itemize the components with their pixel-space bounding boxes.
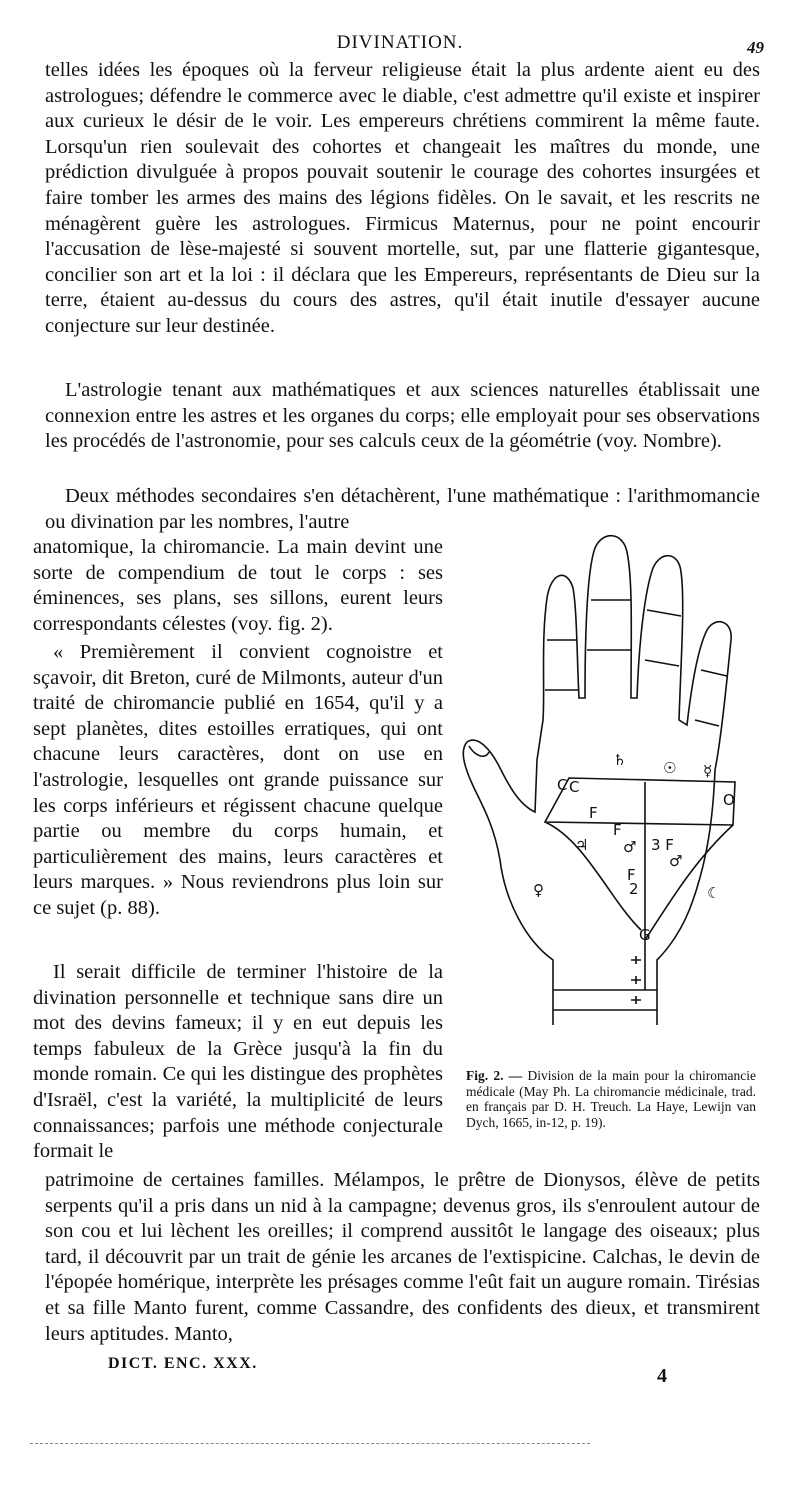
paragraph-firmicus: telles idées les époques où la ferveur religieuse était la plus ardente aient eu des astrologues; défendre le commerce avec le diable, c'est admettre qu'il existe et inspirer aux curieux le désir de le voir. Les empereurs chrétiens commirent la même faute. Lorsqu'un rien soulevait des cohortes et changeait les maîtres du monde, une prédiction divulguée à propos pouvait soutenir le courage des cohortes insurgées et faire tomber les armes des mains des légions fidèles. On le savait, et les rescrits ne ménagèrent guère les astrologues. Firmicus Maternus, pour ne point encourir l'accusation de lèse-majesté si souvent mortelle, sut, par une flatterie gigantesque, concilier son art et la loi : il déclara que les Empereurs, représentants de Dieu sur la terre, étaient au-dessus du cours des astres, qu'il était inutile d'essayer aucune conjecture sur leur destinée.: [45, 59, 760, 337]
paragraph-devins: Il serait difficile de terminer l'histoire de la divination personnelle et technique sans dire un mot des devins fameux; il y en eut depuis les temps fabuleux de la Grèce jusqu'à la fin du monde romain. Ce qui les distingue des prophètes d'Israël, c'est la variété, la multiplicité de leurs connaissances; parfois une méthode conjecturale formait le: [33, 961, 443, 1163]
letter-g: G: [639, 926, 651, 944]
page-number: 49: [747, 38, 764, 57]
running-title: DIVINATION.: [336, 32, 464, 53]
page-header: [0, 32, 800, 58]
signature-mark: DICT. ENC. XXX.: [108, 1355, 258, 1372]
palm-figure: [445, 520, 785, 1080]
letter-f-3: F: [627, 866, 636, 884]
mars-symbol: ♂: [623, 838, 637, 856]
wrist-marks: [631, 956, 641, 1004]
moon-symbol: ☾: [707, 884, 721, 902]
bottom-rule: [30, 1443, 590, 1444]
sun-symbol: ☉: [663, 759, 677, 777]
caption-lead: Fig. 2. —: [466, 1068, 523, 1083]
letter-f-1: F: [589, 804, 598, 822]
venus-symbol: ♀: [533, 881, 544, 899]
letter-3f: 3 F: [651, 836, 674, 854]
saturn-symbol: ♄: [613, 751, 627, 769]
paragraph-astrologie: L'astrologie tenant aux mathématiques et aux sciences naturelles établissait une connexion entre les astres et les organes du corps; elle employait pour ses observations les procédés de l'astronomie, pour ses calculs ceux de la géométrie (voy. Nombre).: [45, 379, 760, 453]
letter-c-1: C: [557, 776, 568, 794]
mars-mount-symbol: ♂: [669, 852, 683, 870]
finger-creases: [545, 600, 727, 726]
caption-text: Division de la main pour la chiromancie médicale (May Ph. La chiromancie médicinale, trad. en français par D. H. Treuch. La Haye, Lewijn van Dych, 1665, in-12, p. 19).: [466, 1068, 757, 1130]
paragraph-chiromancie: anatomique, la chiromancie. La main devint une sorte de compendium de tout le corps : ses éminences, ses plans, ses sillons, eurent leurs correspondants célestes (voy. fig. 2).: [33, 536, 443, 635]
jupiter-symbol: ♃: [575, 836, 589, 854]
letter-2: 2: [629, 880, 639, 898]
letter-o: O: [723, 791, 735, 809]
paragraph-melampos: patrimoine de certaines familles. Mélampos, le prêtre de Dionysos, élève de petits serpents qu'il a pris dans un nid à la campagne; devenus gros, ils s'enroulent autour de son cou et lui lèchent les oreilles; il comprend aussitôt le langage des oiseaux; plus tard, il découvrit par un trait de génie les arcanes de l'extispicine. Calchas, le devin de l'épopée homérique, interprète les présages comme l'eût fait un augure romain. Tirésias et sa fille Manto furent, comme Cassandre, des confidents des dieux, et transmirent leurs aptitudes. Manto,: [45, 1169, 760, 1345]
hand-illustration: [445, 520, 785, 1080]
paragraph-breton-quote: « Premièrement il convient cognoistre et sçavoir, dit Breton, curé de Milmonts, auteur d'un traité de chiromancie publié en 1654, qu'il y a sept planètes, dites estoilles erratiques, qui ont chacune leurs caractères, dont on use en l'astrologie, lesquelles ont grande puissance sur les corps inférieurs et régissent chacune quelque partie ou membre du corps humain, et particulièrement des mains, leurs caractères et leurs marques. » Nous reviendrons plus loin sur ce sujet (p. 88).: [33, 641, 443, 919]
letter-f-2: F: [613, 821, 622, 839]
paragraph-methodes: Deux méthodes secondaires s'en détachèrent, l'une mathématique : l'arithmomancie ou divination par les nombres, l'autre: [45, 485, 760, 533]
mercury-symbol: ☿: [703, 762, 713, 780]
figure-caption: [466, 1068, 756, 1130]
letter-c-2: C: [569, 778, 580, 796]
sheet-number: 4: [657, 1365, 667, 1387]
